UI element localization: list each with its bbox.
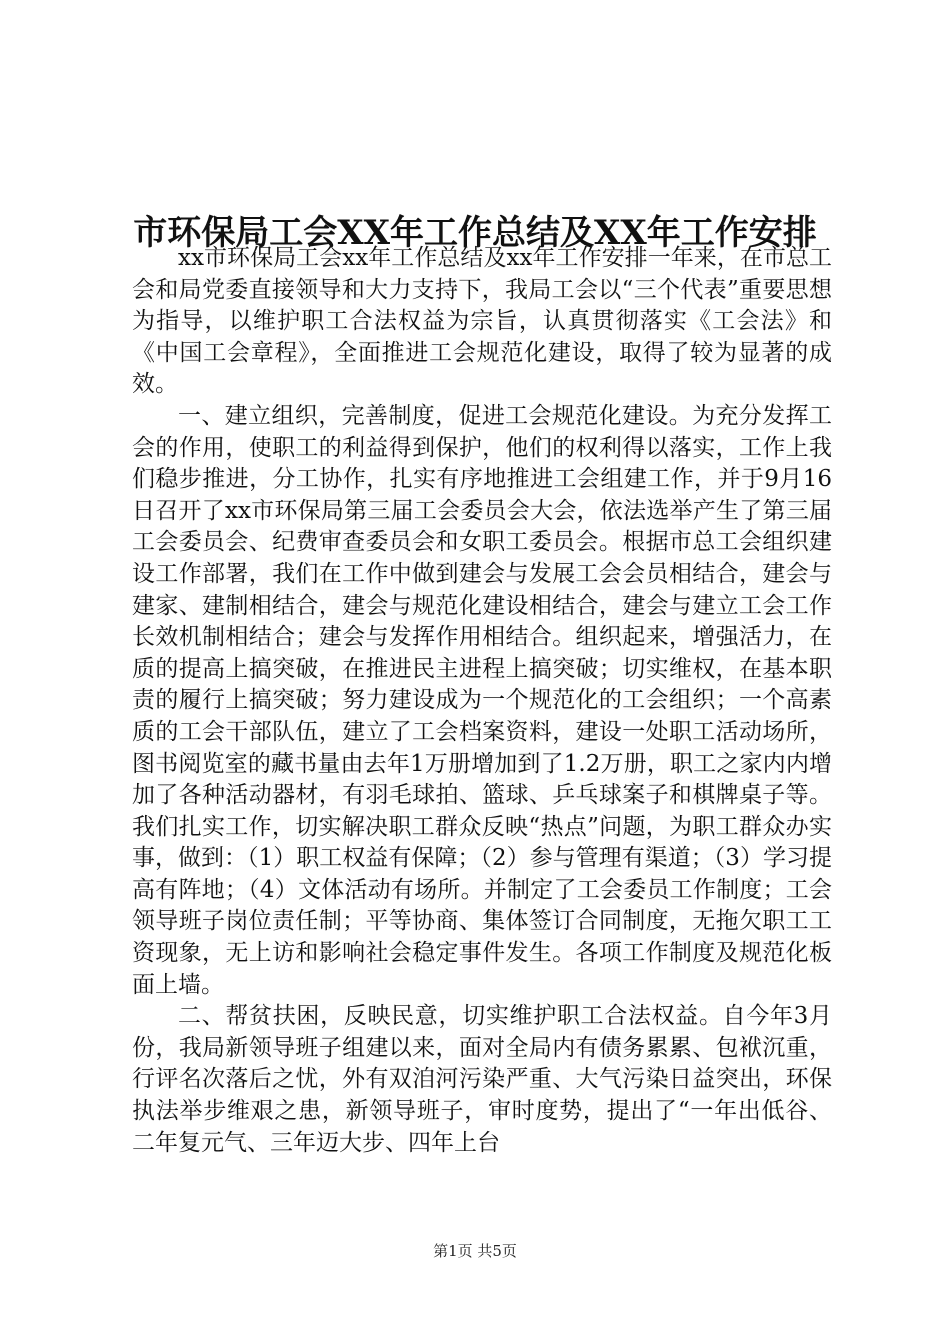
page-number-footer: 第1页 共5页 <box>433 1242 517 1260</box>
document-body <box>132 243 832 1159</box>
paragraph-section-2: 二、帮贫扶困，反映民意，切实维护职工合法权益。自今年3月份，我局新领导班子组建以来，面对全局内有债务累累、包袱沉重，行评名次落后之忧，外有双洎河污染严重、大气污染日益突出，环保执法举步维艰之患，新领导班子，审时度势，提出了“一年出低谷、二年复元气、三年迈大步、四年上台 <box>132 1003 832 1156</box>
paragraph-intro: xx市环保局工会xx年工作总结及xx年工作安排一年来，在市总工会和局党委直接领导和大力支持下，我局工会以“三个代表”重要思想为指导，以维护职工合法权益为宗旨，认真贯彻落实《工会法》和《中国工会章程》，全面推进工会规范化建设，取得了较为显著的成效。 <box>132 245 832 398</box>
paragraph-section-1: 一、建立组织，完善制度，促进工会规范化建设。为充分发挥工会的作用，使职工的利益得到保护，他们的权利得以落实，工作上我们稳步推进，分工协作，扎实有序地推进工会组建工作，并于9月16日召开了xx市环保局第三届工会委员会大会，依法选举产生了第三届工会委员会、纪费审查委员会和女职工委员会。根据市总工会组织建设工作部署，我们在工作中做到建会与发展工会会员相结合，建会与建家、建制相结合，建会与规范化建设相结合，建会与建立工会工作长效机制相结合；建会与发挥作用相结合。组织起来，增强活力，在质的提高上搞突破，在推进民主进程上搞突破；切实维权，在基本职责的履行上搞突破；努力建设成为一个规范化的工会组织；一个高素质的工会干部队伍，建立了工会档案资料，建设一处职工活动场所，图书阅览室的藏书量由去年1万册增加到了1.2万册，职工之家内内增加了各种活动器材，有羽毛球拍、篮球、乒乓球案子和棋牌桌子等。我们扎实工作，切实解决职工群众反映“热点”问题，为职工群众办实事，做到：（1）职工权益有保障；（2）参与管理有渠道；（3）学习提高有阵地；（4）文体活动有场所。并制定了工会委员工作制度；工会领导班子岗位责任制；平等协商、集体签订合同制度，无拖欠职工工资现象，无上访和影响社会稳定事件发生。各项工作制度及规范化板面上墙。 <box>132 402 832 998</box>
document-title: 市环保局工会XX年工作总结及XX年工作安排 <box>133 212 817 253</box>
